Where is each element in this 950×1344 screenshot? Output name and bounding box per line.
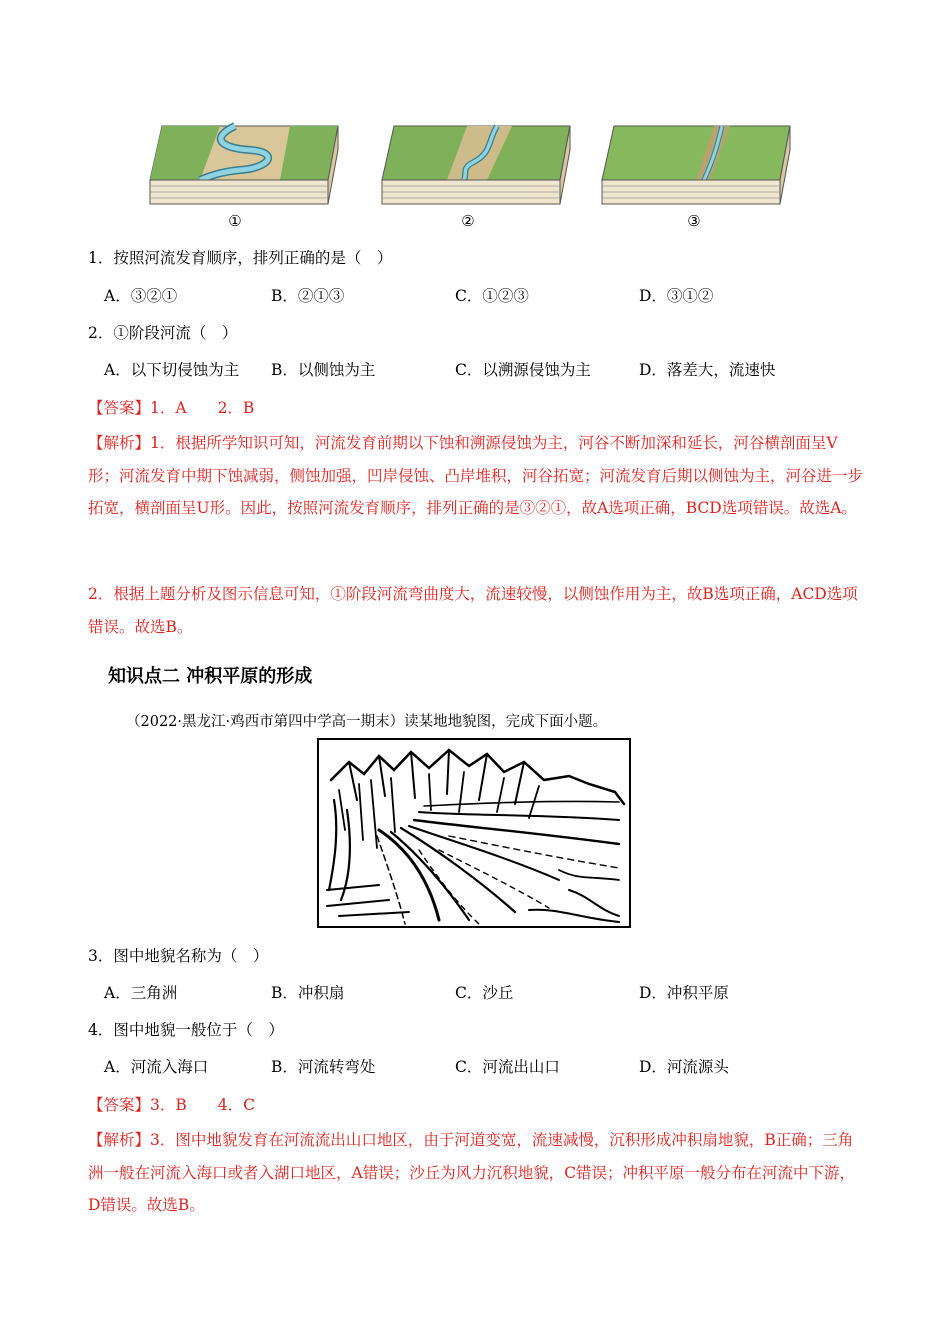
q2-option-c: C．以溯源侵蚀为主 [455,361,591,379]
q2-stem: 2．①阶段河流（ ） [88,324,238,342]
stage-3-block-diagram [592,118,802,210]
answer-tag: 【答案】 [88,1096,151,1114]
q1-option-a: A．③②① [104,287,178,305]
answer-text: 1．A 2．B [150,399,255,417]
q3-option-a: A．三角洲 [104,984,178,1002]
analysis-1-para-2: 2．根据上题分析及图示信息可知，①阶段河流弯曲度大，流速较慢，以侧蚀作用为主，故B选项正确，ACD选项错误。故选B。 [88,585,858,636]
q1-stem: 1．按照河流发育顺序，排列正确的是（ ） [88,249,393,267]
alluvial-fan-sketch [317,738,631,928]
q1-option-d: D．③①② [639,287,714,305]
q4-stem: 4．图中地貌一般位于（ ） [88,1021,284,1039]
stage-2-block-diagram [372,118,582,210]
q3-option-d: D．冲积平原 [639,984,729,1002]
stage-2-label: ② [461,212,475,230]
q2-option-b: B．以侧蚀为主 [271,361,376,379]
river-stage-figures [140,118,820,230]
q1-option-b: B．②①③ [271,287,345,305]
stage-3-label: ③ [687,212,701,230]
answer-1 [88,398,254,418]
q3-option-c: C．沙丘 [455,984,514,1002]
q1-option-c: C．①②③ [455,287,529,305]
analysis-text: 3．图中地貌发育在河流流出山口地区，由于河道变宽，流速减慢，沉积形成冲积扇地貌，B正确；三角洲一般在河流入海口或者入湖口地区，A错误；沙丘为风力沉积地貌，C错误；冲积平原一般分布在河流中下游，D错误。故选B。 [88,1131,856,1214]
answer-tag: 【答案】 [88,399,151,417]
q3-option-b: B．冲积扇 [271,984,345,1002]
answer-text: 3．B 4．C [150,1096,255,1114]
q4-option-b: B．河流转弯处 [271,1058,376,1076]
stage-1-label: ① [228,212,242,230]
section-heading: 知识点二 冲积平原的形成 [108,666,313,687]
q4-option-d: D．河流源头 [639,1058,729,1076]
analysis-text: 1．根据所学知识可知，河流发育前期以下蚀和溯源侵蚀为主，河谷不断加深和延长，河谷横剖面呈V形；河流发育中期下蚀减弱，侧蚀加强，凹岸侵蚀、凸岸堆积，河谷拓宽；河流发育后期以侧蚀为主，河谷进一步拓宽，横剖面呈U形。因此，按照河流发育顺序，排列正确的是③②①，故A选项正确，BCD选项错误。故选A。 [88,434,864,517]
answer-2 [88,1095,255,1115]
q4-option-a: A．河流入海口 [104,1058,209,1076]
stage-1-block-diagram [140,118,350,210]
q2-option-a: A．以下切侵蚀为主 [104,361,240,379]
analysis-1-para-1 [88,427,864,525]
q2-option-d: D．落差大，流速快 [639,361,776,379]
question-source: （2022·黑龙江·鸡西市第四中学高一期末）读某地地貌图，完成下面小题。 [126,714,608,730]
q3-stem: 3．图中地貌名称为（ ） [88,947,269,965]
analysis-tag: 【解析】 [88,434,151,452]
q4-option-c: C．河流出山口 [455,1058,560,1076]
analysis-2-para-1 [88,1124,864,1222]
analysis-tag: 【解析】 [88,1131,151,1149]
